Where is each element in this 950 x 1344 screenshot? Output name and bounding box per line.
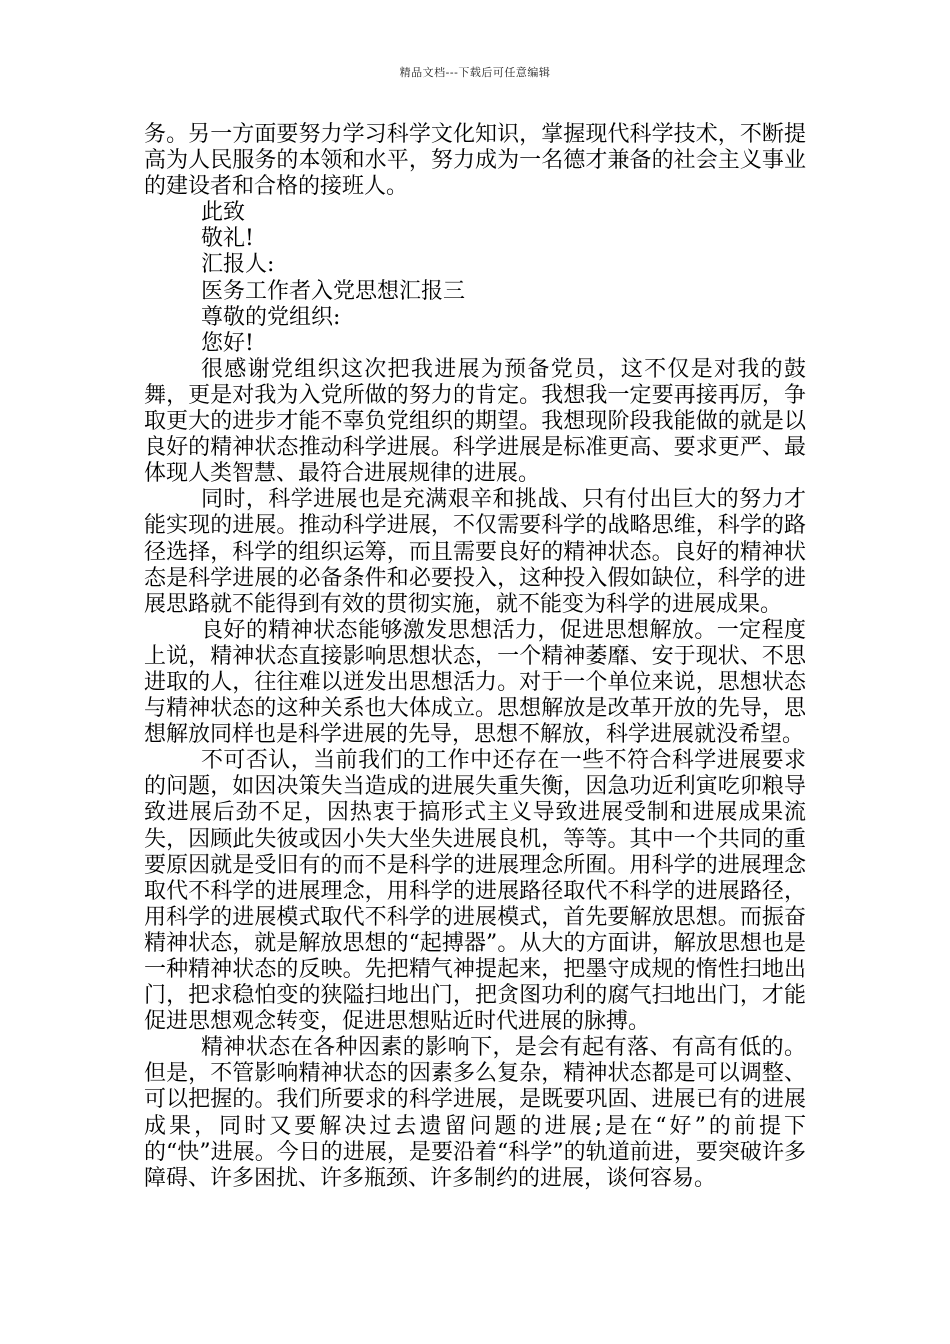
paragraph: 不可否认，当前我们的工作中还存在一些不符合科学进展要求的问题，如因决策失当造成的进展失重失衡，因急功近利寅吃卯粮导致进展后劲不足，因热衷于搞形式主义导致进展受制和进展成果流失，因顾此失彼或因小失大坐失进展良机，等等。其中一个共同的重要原因就是受旧有的而不是科学的进展理念所囿。用科学的进展理念取代不科学的进展理念，用科学的进展路径取代不科学的进展路径，用科学的进展模式取代不科学的进展模式，首先要解放思想。而振奋精神状态，就是解放思想的“起搏器”。从大的方面讲，解放思想也是一种精神状态的反映。先把精气神提起来，把墨守成规的惰性扫地出门，把求稳怕变的狭隘扫地出门，把贪图功利的腐气扫地出门，才能促进思想观念转变，促进思想贴近时代进展的脉搏。 <box>144 748 806 1035</box>
paragraph: 精神状态在各种因素的影响下，是会有起有落、有高有低的。但是，不管影响精神状态的因素多么复杂，精神状态都是可以调整、可以把握的。我们所要求的科学进展，是既要巩固、进展已有的进展成果，同时又要解决过去遗留问题的进展;是在“好”的前提下的“快”进展。今日的进展，是要沿着“科学”的轨道前进，要突破许多障碍、许多困扰、许多瓶颈、许多制约的进展，谈何容易。 <box>144 1035 806 1191</box>
paragraph: 很感谢党组织这次把我进展为预备党员，这不仅是对我的鼓舞，更是对我为入党所做的努力的肯定。我想我一定要再接再厉，争取更大的进步才能不辜负党组织的期望。我想现阶段我能做的就是以良好的精神状态推动科学进展。科学进展是标准更高、要求更严、最体现人类智慧、最符合进展规律的进展。 <box>144 356 806 487</box>
section-title: 医务工作者入党思想汇报三 <box>201 278 466 304</box>
reporter-label: 汇报人: <box>201 252 275 278</box>
closing-regards: 敬礼! <box>201 226 254 252</box>
closing-salutation: 此致 <box>201 200 246 226</box>
page-header: 精品文档---下载后可任意编辑 <box>399 66 551 79</box>
greeting: 您好! <box>201 330 254 356</box>
paragraph: 务。另一方面要努力学习科学文化知识，掌握现代科学技术，不断提高为人民服务的本领和水平，努力成为一名德才兼备的社会主义事业的建设者和合格的接班人。 <box>144 122 806 200</box>
paragraph: 同时，科学进展也是充满艰辛和挑战、只有付出巨大的努力才能实现的进展。推动科学进展，不仅需要科学的战略思维，科学的路径选择，科学的组织运筹，而且需要良好的精神状态。良好的精神状态是科学进展的必备条件和必要投入，这种投入假如缺位，科学的进展思路就不能得到有效的贯彻实施，就不能变为科学的进展成果。 <box>144 487 806 617</box>
greeting-recipient: 尊敬的党组织: <box>201 304 341 330</box>
document-body <box>144 122 806 1192</box>
paragraph: 良好的精神状态能够激发思想活力，促进思想解放。一定程度上说，精神状态直接影响思想状态，一个精神萎靡、安于现状、不思进取的人，往往难以迸发出思想活力。对于一个单位来说，思想状态与精神状态的这种关系也大体成立。思想解放是改革开放的先导，思想解放同样也是科学进展的先导，思想不解放，科学进展就没希望。 <box>144 617 806 748</box>
